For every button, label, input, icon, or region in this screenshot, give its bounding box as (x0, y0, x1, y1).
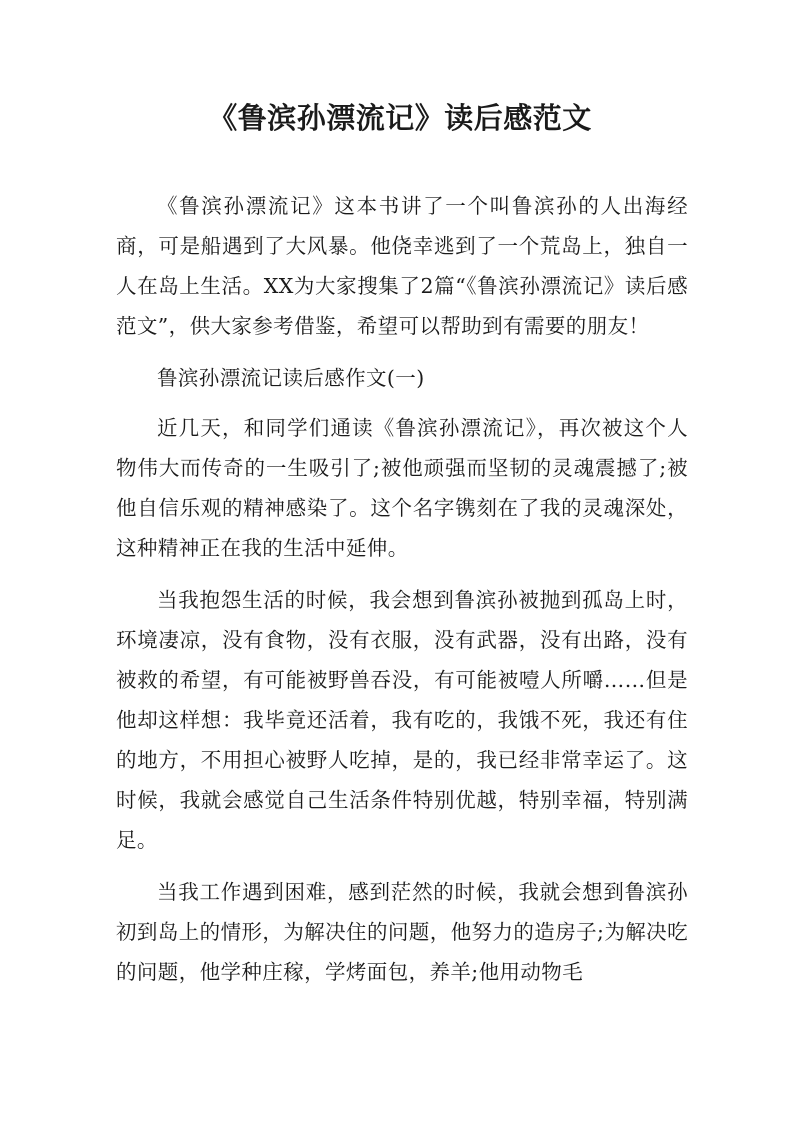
document-title: 《鲁滨孙漂流记》读后感范文 (208, 101, 592, 135)
intro-paragraph: 《鲁滨孙漂流记》这本书讲了一个叫鲁滨孙的人出海经商，可是船遇到了大风暴。他侥幸逃到了一个荒岛上，独自一人在岛上生活。XX为大家搜集了2篇“《鲁滨孙漂流记》读后感范文”，供大家参考借鉴，希望可以帮助到有需要的朋友！ (116, 194, 688, 338)
section-heading: 鲁滨孙漂流记读后感作文(一) (157, 366, 425, 390)
body-paragraph: 当我工作遇到困难，感到茫然的时候，我就会想到鲁滨孙初到岛上的情形，为解决住的问题，他努力的造房子;为解决吃的问题，他学种庄稼，学烤面包，养羊;他用动物毛 (116, 880, 688, 984)
document-body (116, 186, 688, 1004)
body-paragraph: 当我抱怨生活的时候，我会想到鲁滨孙被抛到孤岛上时，环境凄凉，没有食物，没有衣服，没有武器，没有出路，没有被救的希望，有可能被野兽吞没，有可能被噎人所嚼……但是他却这样想：我毕竟还活着，我有吃的，我饿不死，我还有住的地方，不用担心被野人吃掉，是的，我已经非常幸运了。这时候，我就会感觉自己生活条件特别优越，特别幸福，特别满足。 (116, 588, 688, 852)
body-paragraph: 近几天，和同学们通读《鲁滨孙漂流记》，再次被这个人物伟大而传奇的一生吸引了;被他顽强而坚韧的灵魂震撼了;被他自信乐观的精神感染了。这个名字镌刻在了我的灵魂深处，这种精神正在我的生活中延伸。 (116, 416, 688, 560)
